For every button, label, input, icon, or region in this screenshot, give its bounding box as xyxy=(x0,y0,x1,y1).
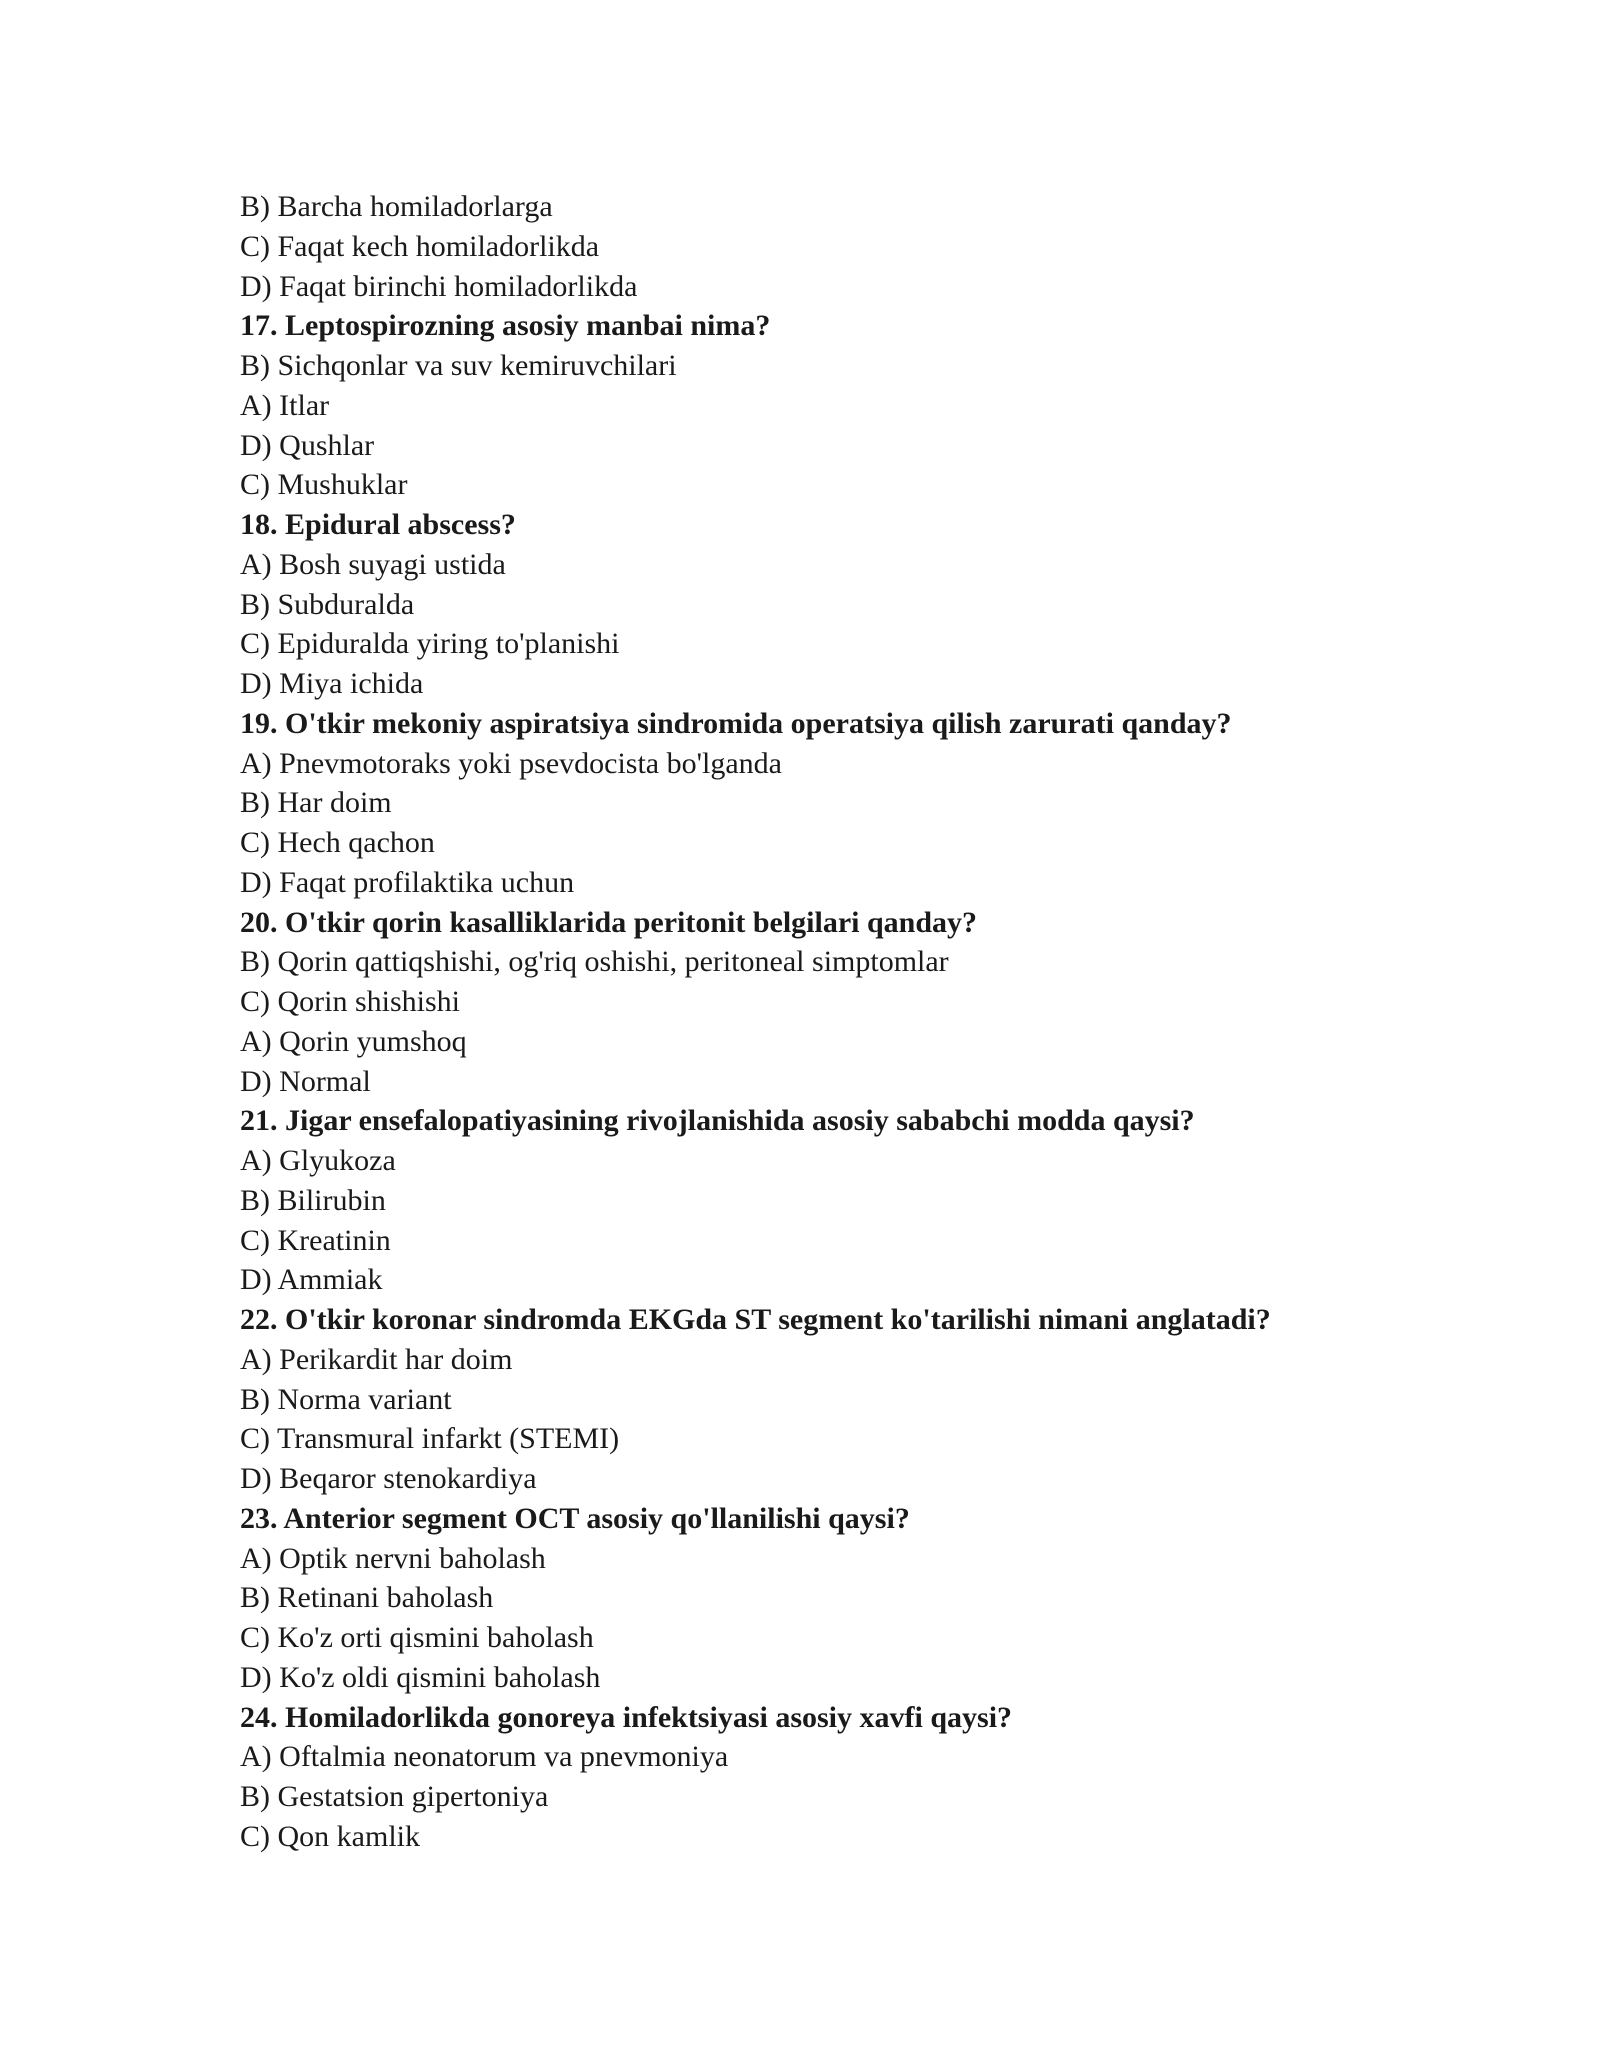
question-title: 21. Jigar ensefalopatiyasining rivojlanishida asosiy sababchi modda qaysi? xyxy=(240,1104,1195,1138)
option-line: B) Har doim xyxy=(240,786,392,820)
option-line: A) Oftalmia neonatorum va pnevmoniya xyxy=(240,1740,729,1774)
option-line: B) Qorin qattiqshishi, og'riq oshishi, peritoneal simptomlar xyxy=(240,945,949,979)
option-line: D) Ko'z oldi qismini baholash xyxy=(240,1660,601,1694)
option-line: B) Sichqonlar va suv kemiruvchilari xyxy=(240,349,677,382)
option-line: C) Faqat kech homiladorlikda xyxy=(240,229,600,263)
option-line: D) Miya ichida xyxy=(240,667,424,700)
question-title: 19. O'tkir mekoniy aspiratsiya sindromida operatsiya qilish zarurati qanday? xyxy=(240,706,1232,740)
question-block-21 xyxy=(240,1101,1420,1300)
question-block-19 xyxy=(240,704,1420,903)
question-title: 20. O'tkir qorin kasalliklarida peritonit belgilari qanday? xyxy=(240,905,978,939)
option-line: C) Qorin shishishi xyxy=(240,985,461,1018)
question-title: 24. Homiladorlikda gonoreya infektsiyasi asosiy xavfi qaysi? xyxy=(240,1700,1013,1734)
option-line: B) Subduralda xyxy=(240,587,415,621)
option-line: D) Ammiak xyxy=(240,1263,383,1297)
option-line: B) Norma variant xyxy=(240,1382,452,1416)
question-title: 23. Anterior segment OCT asosiy qo'llanilishi qaysi? xyxy=(240,1501,910,1535)
option-line: C) Epiduralda yiring to'planishi xyxy=(240,627,620,661)
option-line: C) Ko'z orti qismini baholash xyxy=(240,1621,594,1654)
option-line: C) Mushuklar xyxy=(240,468,408,502)
option-line: C) Qon kamlik xyxy=(240,1819,420,1853)
option-line: D) Qushlar xyxy=(240,428,375,462)
option-line: A) Itlar xyxy=(240,388,330,422)
option-line: A) Glyukoza xyxy=(240,1144,396,1177)
option-line: B) Gestatsion gipertoniya xyxy=(240,1780,549,1813)
option-line: D) Faqat birinchi homiladorlikda xyxy=(240,269,638,303)
option-line: A) Optik nervni baholash xyxy=(240,1541,546,1575)
option-line: A) Qorin yumshoq xyxy=(240,1024,467,1058)
question-block-24 xyxy=(240,1698,1420,1857)
option-line: D) Faqat profilaktika uchun xyxy=(240,865,575,899)
question-block-18 xyxy=(240,505,1420,704)
document-page xyxy=(240,187,1420,1857)
question-title: 22. O'tkir koronar sindromda EKGda ST segment ko'tarilishi nimani anglatadi? xyxy=(240,1303,1271,1336)
option-line: C) Hech qachon xyxy=(240,826,435,859)
question-block-23 xyxy=(240,1499,1420,1698)
option-line: D) Beqaror stenokardiya xyxy=(240,1462,537,1495)
option-line: C) Kreatinin xyxy=(240,1223,391,1257)
question-title: 18. Epidural abscess? xyxy=(240,508,516,541)
option-line: A) Pnevmotoraks yoki psevdocista bo'lganda xyxy=(240,746,782,780)
option-line: B) Retinani baholash xyxy=(240,1581,494,1615)
option-line: B) Barcha homiladorlarga xyxy=(240,190,553,223)
question-title: 17. Leptospirozning asosiy manbai nima? xyxy=(240,309,771,343)
question-block-17 xyxy=(240,306,1420,505)
question-block-20 xyxy=(240,903,1420,1102)
option-line: D) Normal xyxy=(240,1064,371,1098)
option-line: C) Transmural infarkt (STEMI) xyxy=(240,1422,620,1456)
question-block-22 xyxy=(240,1300,1420,1499)
option-line: A) Bosh suyagi ustida xyxy=(240,547,506,581)
option-line: A) Perikardit har doim xyxy=(240,1342,513,1376)
option-line: B) Bilirubin xyxy=(240,1183,386,1217)
leading-options xyxy=(240,187,1420,306)
